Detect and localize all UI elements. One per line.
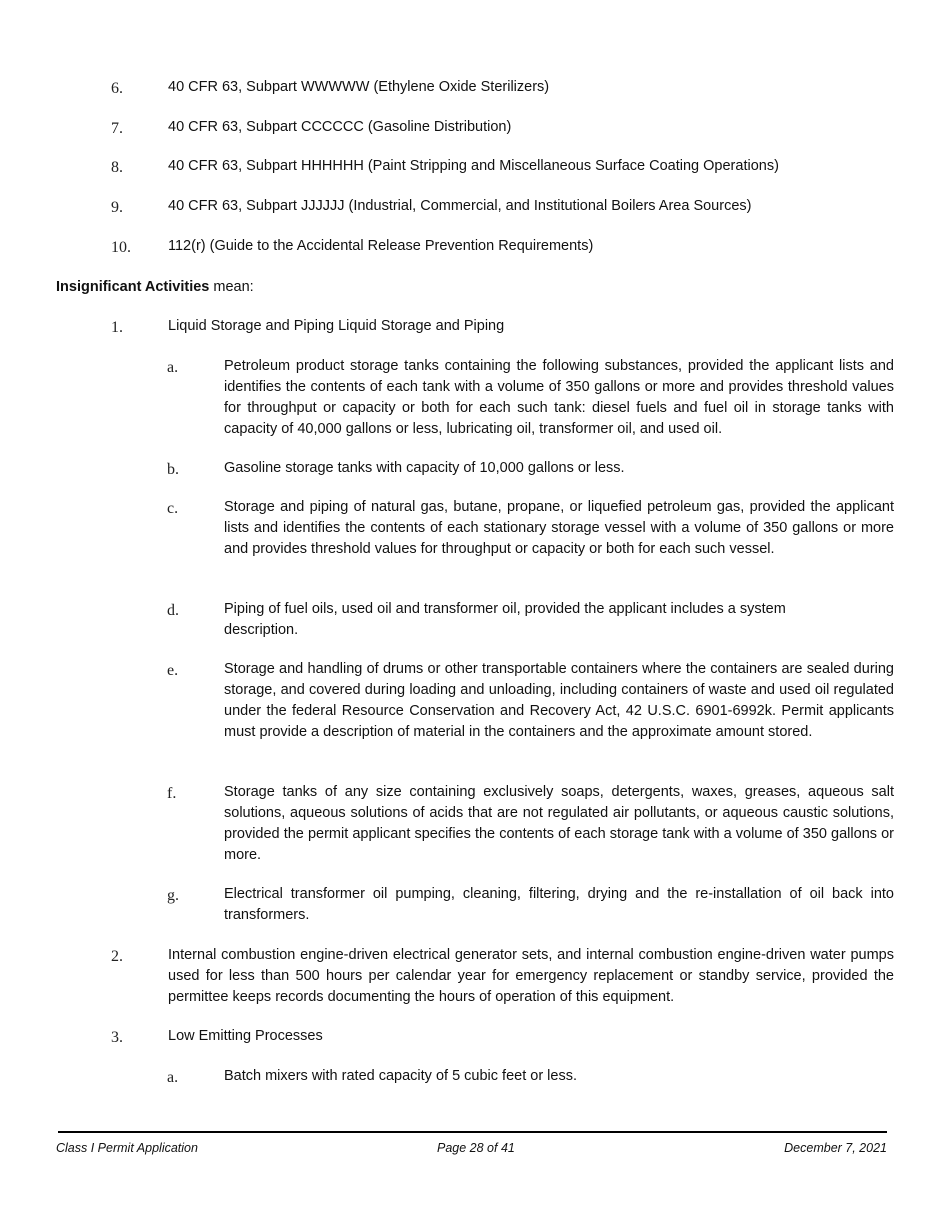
list-number: 1. <box>111 319 123 336</box>
list-number: 8. <box>111 159 123 176</box>
sub-text: Storage and piping of natural gas, butane, propane, or liquefied petroleum gas, provided the applicant lists and identifies the contents of each stationary storage vessel with a volume of 350 gallons or more and provides threshold values for throughput or capacity or both for each such vessel. <box>224 499 894 557</box>
definition-rest: mean: <box>209 279 254 295</box>
list-number: 7. <box>111 120 123 137</box>
list-text: 40 CFR 63, Subpart HHHHHH (Paint Stripping and Miscellaneous Surface Coating Operations) <box>168 158 779 174</box>
footer-date: December 7, 2021 <box>784 1141 887 1155</box>
sub-text: Batch mixers with rated capacity of 5 cubic feet or less. <box>224 1068 577 1084</box>
definition-heading <box>56 277 254 298</box>
list-text: 40 CFR 63, Subpart CCCCCC (Gasoline Distribution) <box>168 119 512 135</box>
sub-letter: c. <box>167 500 179 517</box>
list-text: 112(r) (Guide to the Accidental Release Prevention Requirements) <box>168 238 594 254</box>
list-number: 9. <box>111 199 123 216</box>
sub-letter: g. <box>167 887 179 904</box>
sub-letter: d. <box>167 602 179 619</box>
sub-text: Storage and handling of drums or other transportable containers where the containers are sealed during storage, and covered during loading and unloading, including containers of waste and used oil regulated under the federal Resource Conservation and Recovery Act, 42 U.S.C. 6901-6992k. Permit applicants must provide a description of material in the containers and the approximate amount stored. <box>224 661 894 740</box>
sub-text: Storage tanks of any size containing exclusively soaps, detergents, waxes, greases, aqueous salt solutions, aqueous solutions of acids that are not regulated air pollutants, or aqueous caustic solutions, provided the permit applicant specifies the contents of each storage tank with a volume of 350 gallons or more. <box>224 784 894 863</box>
list-number: 3. <box>111 1029 123 1046</box>
list-text: Low Emitting Processes <box>168 1028 323 1044</box>
sub-letter: a. <box>167 1069 179 1086</box>
footer-divider <box>58 1131 887 1133</box>
list-number: 2. <box>111 948 123 965</box>
footer-left: Class I Permit Application <box>56 1141 198 1155</box>
sub-text: Electrical transformer oil pumping, cleaning, filtering, drying and the re-installation of oil back into transformers. <box>224 886 894 923</box>
sub-text: Piping of fuel oils, used oil and transformer oil, provided the applicant includes a system description. <box>224 601 786 638</box>
sub-text: Gasoline storage tanks with capacity of 10,000 gallons or less. <box>224 460 625 476</box>
sub-letter: f. <box>167 785 177 802</box>
footer-page-number: Page 28 of 41 <box>437 1141 515 1155</box>
list-text: 40 CFR 63, Subpart WWWWW (Ethylene Oxide Sterilizers) <box>168 79 550 95</box>
list-number: 6. <box>111 80 123 97</box>
list-text: Liquid Storage and Piping Liquid Storage and Piping <box>168 318 505 334</box>
list-text: 40 CFR 63, Subpart JJJJJJ (Industrial, Commercial, and Institutional Boilers Area Sources) <box>168 198 752 214</box>
sub-letter: e. <box>167 662 179 679</box>
sub-text: Petroleum product storage tanks containing the following substances, provided the applicant lists and identifies the contents of each tank with a volume of 350 gallons or more and provides threshold values for throughput or capacity or both for each such tank: diesel fuels and fuel oil in storage tanks with capacity of 40,000 gallons or less, lubricating oil, transformer oil, and used oil. <box>224 358 894 437</box>
definition-term: Insignificant Activities <box>56 279 210 295</box>
sub-letter: a. <box>167 359 179 376</box>
list-number: 10. <box>111 239 131 256</box>
list-text: Internal combustion engine-driven electrical generator sets, and internal combustion engine-driven water pumps used for less than 500 hours per calendar year for emergency replacement or standby service, provided the permittee keeps records documenting the hours of operation of this equipment. <box>168 947 894 1005</box>
sub-letter: b. <box>167 461 179 478</box>
